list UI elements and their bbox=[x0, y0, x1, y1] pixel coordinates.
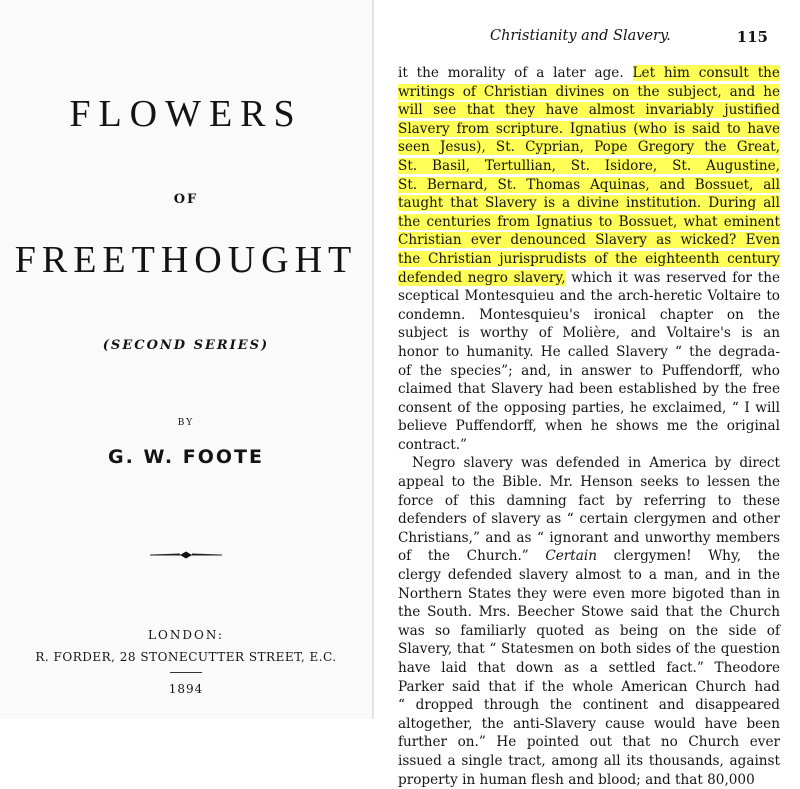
text-line bbox=[398, 454, 780, 473]
running-title: Christianity and Slavery. bbox=[490, 28, 671, 44]
text-line bbox=[398, 715, 780, 734]
text-line bbox=[398, 176, 780, 195]
text-span: claimed that Slavery had been established by the free bbox=[398, 381, 780, 398]
text-span: honor to humanity. He called Slavery “ the degrada- bbox=[398, 343, 780, 360]
text-line bbox=[398, 529, 780, 548]
text-span: altogether, the anti-Slavery cause would have been bbox=[398, 715, 780, 732]
text-span: of the Church.” bbox=[398, 548, 546, 565]
text-line bbox=[398, 380, 780, 399]
text-line bbox=[398, 120, 780, 139]
text-line bbox=[398, 603, 780, 622]
highlighted-text: Slavery from scripture. Ignatius (who is said to have bbox=[398, 120, 780, 137]
text-span: Christians,” and as “ ignorant and unworthy members bbox=[398, 529, 780, 546]
text-span: have laid that down as a settled fact.” Theodore bbox=[398, 660, 780, 676]
text-line bbox=[398, 473, 780, 492]
text-line bbox=[398, 696, 780, 715]
text-line bbox=[398, 324, 780, 343]
text-span: property in human flesh and blood; and that 80,000 bbox=[398, 771, 755, 788]
text-line bbox=[398, 492, 780, 511]
highlighted-text: St. Bernard, St. Thomas Aquinas, and Bossuet, all bbox=[398, 176, 780, 193]
publication-year: 1894 bbox=[168, 682, 204, 696]
text-line bbox=[398, 194, 780, 213]
highlighted-text: the centuries from Ignatius to Bossuet, what eminent bbox=[398, 213, 780, 230]
text-page bbox=[374, 0, 800, 788]
text-span: appeal to the Bible. Mr. Henson seeks to lessen the bbox=[398, 474, 780, 491]
publisher-address: R. FORDER, 28 STONECUTTER STREET, E.C. bbox=[35, 650, 337, 664]
body-text bbox=[398, 64, 780, 789]
text-line bbox=[398, 138, 780, 157]
text-line bbox=[398, 547, 780, 566]
text-span: contract.” bbox=[398, 436, 467, 453]
text-span: Slavery, that “ Statesmen on both sides of the question bbox=[398, 641, 780, 658]
text-line bbox=[398, 566, 780, 585]
text-span: believe Puffendorff, when he shows me the original bbox=[398, 418, 780, 435]
text-span: Northern States they were even more bigoted than in bbox=[398, 585, 780, 602]
text-span: Negro slavery was defended in America by direct bbox=[412, 455, 780, 472]
text-line bbox=[398, 250, 780, 269]
text-span: subject is worthy of Molière, and Voltaire's is an bbox=[398, 325, 780, 342]
highlighted-text: writings of Christian divines on the subject, and he bbox=[398, 83, 780, 100]
highlighted-text: taught that Slavery is a divine institution. During all bbox=[398, 195, 780, 212]
highlighted-text: will see that they have almost invariably justified bbox=[398, 102, 780, 119]
by-label: BY bbox=[177, 418, 195, 428]
book-title-of: OF bbox=[173, 192, 199, 207]
text-line bbox=[398, 510, 780, 529]
text-span: the South. Mrs. Beecher Stowe said that the Church bbox=[398, 604, 780, 621]
publisher-city: LONDON: bbox=[148, 628, 224, 642]
text-line bbox=[398, 306, 780, 325]
text-line bbox=[398, 231, 780, 250]
ornament-divider-icon bbox=[0, 546, 372, 558]
text-span: defenders of slavery as “ certain clergymen and other bbox=[398, 511, 780, 528]
text-line bbox=[398, 771, 780, 789]
highlighted-text: defended negro slavery, bbox=[398, 269, 566, 286]
text-line bbox=[398, 585, 780, 604]
text-line bbox=[398, 640, 780, 659]
text-span: sceptical Montesquieu and the arch-heretic Voltaire to bbox=[398, 288, 780, 305]
text-line bbox=[398, 622, 780, 641]
highlighted-text: St. Basil, Tertullian, St. Isidore, St. Augustine, bbox=[398, 157, 780, 174]
text-line bbox=[398, 101, 780, 120]
series-label: (SECOND SERIES) bbox=[102, 338, 270, 353]
text-span: condemn. Montesquieu's ironical chapter on the bbox=[398, 306, 780, 323]
ornament-rule-icon bbox=[0, 549, 372, 561]
text-line bbox=[398, 752, 780, 771]
running-head bbox=[374, 28, 800, 46]
author-name: G. W. FOOTE bbox=[108, 446, 264, 468]
highlighted-text: Christian ever denounced Slavery as wicked? Even bbox=[398, 232, 780, 249]
text-span: of the species”; and, in answer to Puffendorff, who bbox=[398, 362, 780, 379]
text-span: issued a single tract, among all its thousands, against bbox=[398, 752, 780, 769]
text-line bbox=[398, 157, 780, 176]
italic-text: Certain bbox=[545, 548, 597, 565]
text-span: “ dropped through the continent and disappeared bbox=[398, 697, 780, 714]
text-line bbox=[398, 83, 780, 102]
text-line bbox=[398, 64, 780, 83]
short-divider bbox=[170, 672, 202, 673]
book-title-freethought: FREETHOUGHT bbox=[14, 239, 358, 281]
text-span: further on.” He pointed out that no Church ever bbox=[398, 734, 780, 751]
text-span: clergymen! Why, the bbox=[596, 548, 780, 565]
text-span: force of this damning fact by referring to these bbox=[398, 492, 780, 509]
text-line bbox=[398, 678, 780, 697]
text-line bbox=[398, 287, 780, 306]
text-span: consent of the opposing parties, he exclaimed, “ I will bbox=[398, 399, 780, 416]
highlighted-text: seen Jesus), St. Cyprian, Pope Gregory the Great, bbox=[398, 139, 780, 156]
text-span: it the morality of a later age. bbox=[398, 65, 633, 81]
text-line bbox=[398, 733, 780, 752]
text-line bbox=[398, 213, 780, 232]
text-line bbox=[398, 343, 780, 362]
title-page bbox=[0, 0, 372, 719]
text-line bbox=[398, 362, 780, 381]
text-line bbox=[398, 659, 780, 678]
text-span: clergy defended slavery almost to a man, and in the bbox=[398, 567, 780, 584]
text-line bbox=[398, 417, 780, 436]
text-line bbox=[398, 436, 780, 455]
text-span: Parker said that if the whole American Church had bbox=[398, 678, 780, 695]
text-line bbox=[398, 269, 780, 288]
text-span: was so familiarly quoted as being on the side of bbox=[398, 622, 780, 639]
highlighted-text: Let him consult the bbox=[632, 65, 780, 81]
text-line bbox=[398, 399, 780, 418]
book-title-flowers: FLOWERS bbox=[69, 93, 303, 135]
page-number: 115 bbox=[736, 28, 768, 46]
highlighted-text: the Christian jurisprudists of the eighteenth century bbox=[398, 250, 780, 267]
text-span: which it was reserved for the bbox=[565, 269, 780, 286]
